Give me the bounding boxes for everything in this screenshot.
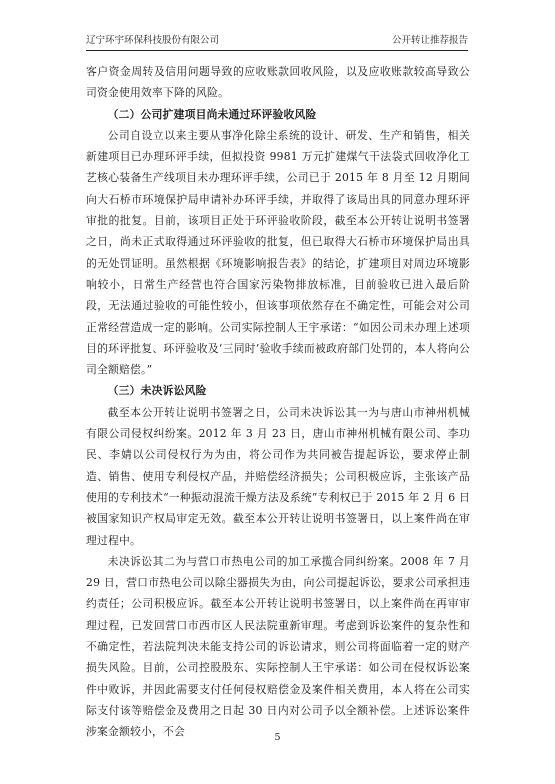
paragraph-litigation-one: 截至本公开转让说明书签署之日，公司未决诉讼其一为与唐山市神州机械有限公司侵权纠纷案。2012 年 3 月 23 日，唐山市神州机械有限公司、李功民、李婧以公司侵权行为为由，将公司作为共同被告提起诉讼，要求停止制造、销售、使用专利侵权产品，并赔偿经济损失；公司积极应诉，主张该产品使用的专利技术“一种振动混流干燥方法及系统”专利权已于 2015 年 2 月 6 日被国家知识产权局审定无效。截至本公开转让说明书签署日，以上案件尚在审理过程中。 xyxy=(86,405,470,547)
header-divider xyxy=(86,50,468,51)
header-document-title: 公开转让推荐报告 xyxy=(391,35,468,46)
document-body xyxy=(86,61,470,743)
page-header xyxy=(86,34,468,48)
paragraph-litigation-two: 未决诉讼其二为与营口市热电公司的加工承揽合同纠纷案。2008 年 7 月 29 日，营口市热电公司以除尘器损失为由，向公司提起诉讼，要求公司承担违约责任；公司积极应诉。截至本公开转让说明书签署日，以上案件尚在再审审理过程，已发回营口市西市区人民法院重新审理。考虑到诉讼案件的复杂性和不确定性，若法院判决未能支持公司的诉讼请求，则公司将面临着一定的财产损失风险。目前，公司控股股东、实际控制人王宇承诺：如公司在侵权诉讼案件中败诉，并因此需要支付任何侵权赔偿金及案件相关费用，本人将在公司实际支付该等赔偿金及费用之日起 30 日内对公司予以全额补偿。上述诉讼案件涉案金额较小，不会 xyxy=(86,554,470,739)
paragraph-continued: 客户资金周转及信用问题导致的应收账款回收风险，以及应收账款较高导致公司资金使用效率下降的风险。 xyxy=(86,65,470,100)
header-company-name: 辽宁环宇环保科技股份有限公司 xyxy=(86,35,220,46)
section-heading-expansion-risk: （二）公司扩建项目尚未通过环评验收风险 xyxy=(107,107,317,121)
paragraph-expansion-risk: 公司自设立以来主要从事净化除尘系统的设计、研发、生产和销售，相关新建项目已办理环评手续，但拟投资 9981 万元扩建煤气干法袋式回收净化工艺核心装备生产线项目未办理环评手续，公司已于 2015 年 8 月至 12 月期间向大石桥市环境保护局申请补办环评手续，并取得了该局出具的同意办理环评审批的批复。目前，该项目正处于环评验收阶段，截至本公开转让说明书签署之日，尚未正式取得通过环评验收的批复，但已取得大石桥市环境保护局出具的无处罚证明。虽然根据《环境影响报告表》的结论，扩建项目对周边环境影响较小，日常生产经营也符合国家污染物排放标准，目前验收已进入最后阶段，无法通过验收的可能性较小，但该事项依然存在不确定性，可能会对公司正常经营造成一定的影响。公司实际控制人王宇承诺：“如因公司未办理上述项目的环评批复、环评验收及‘三同时’验收手续而被政府部门处罚的，本人将向公司全额赔偿。” xyxy=(86,128,470,377)
section-heading-litigation-risk: （三）未决诉讼风险 xyxy=(107,384,207,398)
page-number: 5 xyxy=(274,732,281,743)
